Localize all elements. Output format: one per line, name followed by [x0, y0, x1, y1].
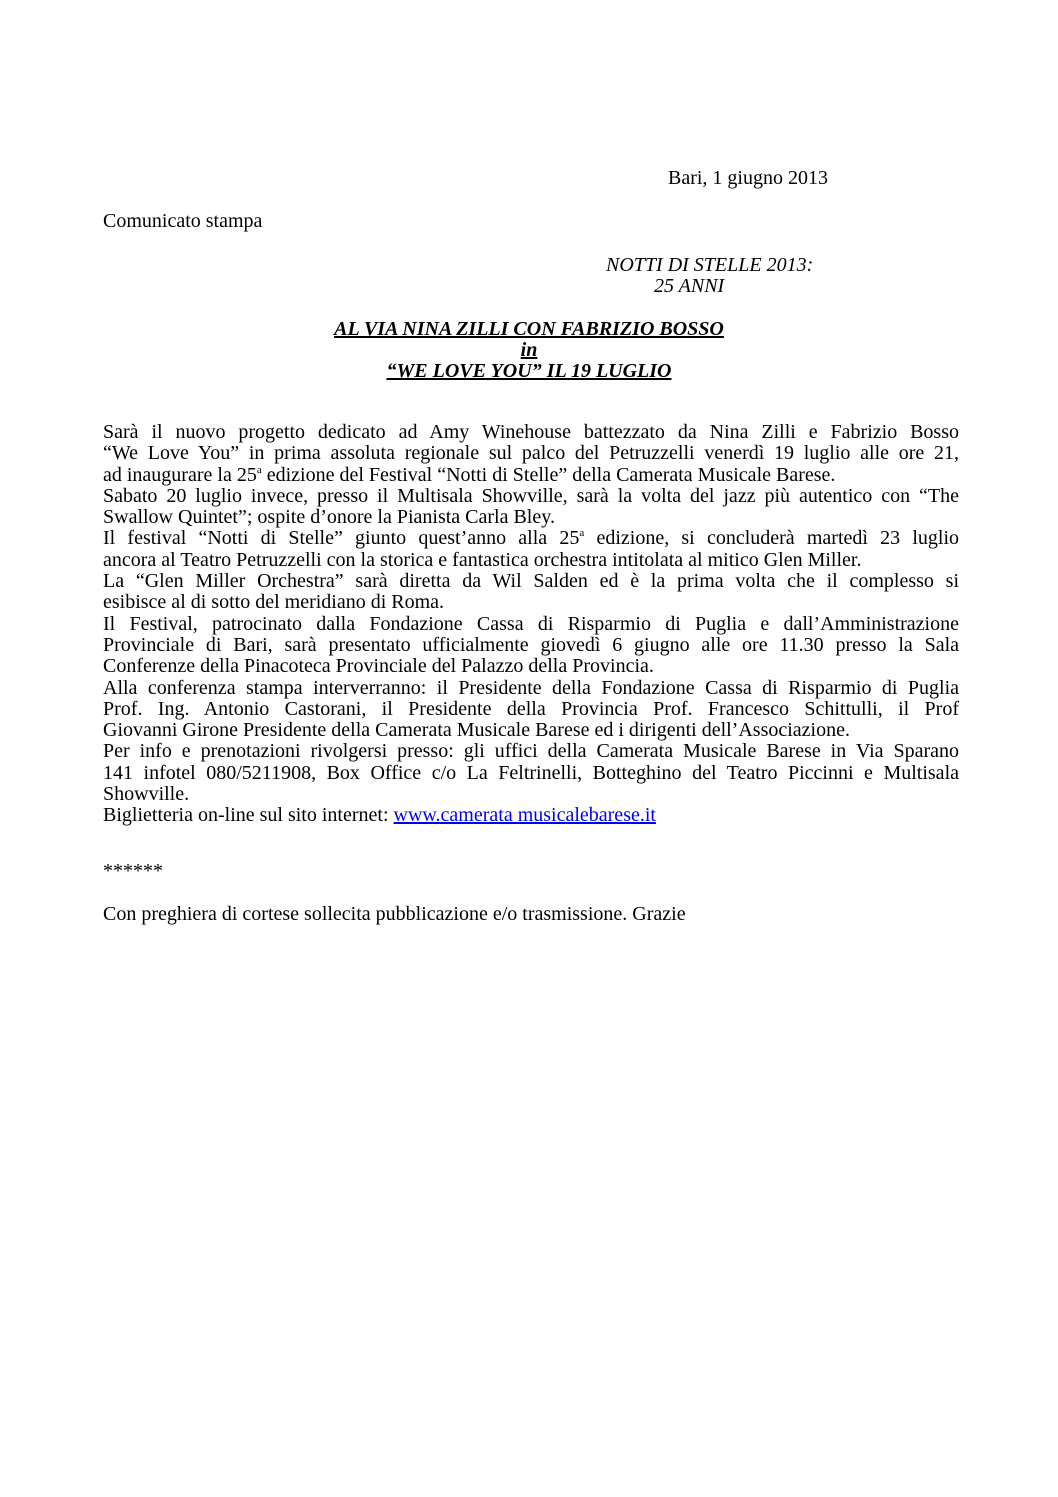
body-line: Biglietteria on-line sul sito internet: www.camerata musicalebarese.it — [103, 804, 656, 827]
document-label: Comunicato stampa — [103, 210, 263, 232]
body-line: Showville. — [103, 783, 190, 806]
supertitle-line-1: NOTTI DI STELLE 2013: — [606, 254, 814, 276]
body-line: “We Love You” in prima assoluta regionale sul palco del Petruzzelli venerdì 19 luglio alle ore 21, — [103, 442, 959, 465]
body-line: Giovanni Girone Presidente della Camerata Musicale Barese ed i dirigenti dell’Associazione. — [103, 719, 850, 742]
body-line: Swallow Quintet”; ospite d’onore la Pianista Carla Bley. — [103, 506, 555, 529]
document-date: Bari, 1 giugno 2013 — [668, 167, 828, 189]
website-link[interactable]: www.camerata musicalebarese.it — [393, 804, 656, 827]
supertitle-line-2: 25 ANNI — [654, 275, 725, 297]
ordinal-superscript: a — [579, 527, 585, 540]
headline-line-3: “WE LOVE YOU” IL 19 LUGLIO — [386, 360, 672, 382]
body-line: ad inaugurare la 25$^a$ edizione del Festival “Notti di Stelle” della Camerata Musicale Barese. — [103, 463, 836, 486]
separator: ****** — [103, 860, 163, 882]
headline-line-1: AL VIA NINA ZILLI CON FABRIZIO BOSSO — [334, 318, 724, 340]
body-line: Alla conferenza stampa interverranno: il Presidente della Fondazione Cassa di Risparmio di Puglia — [103, 676, 959, 699]
body-line: Conferenze della Pinacoteca Provinciale del Palazzo della Provincia. — [103, 655, 654, 678]
body-line: 141 infotel 080/5211908, Box Office c/o La Feltrinelli, Botteghino del Teatro Piccinni e Multisala — [103, 761, 959, 784]
body-line: ancora al Teatro Petruzzelli con la storica e fantastica orchestra intitolata al mitico Glen Miller. — [103, 548, 862, 571]
headline-line-2: in — [520, 339, 538, 361]
body-line: Il festival “Notti di Stelle” giunto quest’anno alla 25$^a$ edizione, si concluderà martedì 23 luglio — [103, 527, 960, 550]
press-release-body — [103, 422, 959, 827]
body-line: Sarà il nuovo progetto dedicato ad Amy Winehouse battezzato da Nina Zilli e Fabrizio Bosso — [103, 421, 959, 443]
body-line: Per info e prenotazioni rivolgersi presso: gli uffici della Camerata Musicale Barese in Via Sparano — [103, 740, 959, 763]
ordinal-superscript: a — [256, 463, 262, 476]
body-line: La “Glen Miller Orchestra” sarà diretta da Wil Salden ed è la prima volta che il complesso si — [103, 570, 959, 593]
body-line: Prof. Ing. Antonio Castorani, il Presidente della Provincia Prof. Francesco Schittulli, il Prof — [103, 697, 959, 720]
body-line: Provinciale di Bari, sarà presentato ufficialmente giovedì 6 giugno alle ore 11.30 presso la Sala — [103, 633, 959, 656]
body-line: Sabato 20 luglio invece, presso il Multisala Showville, sarà la volta del jazz più autentico con “The — [103, 484, 959, 507]
closing-note: Con preghiera di cortese sollecita pubblicazione e/o trasmissione. Grazie — [103, 903, 686, 925]
body-line: esibisce al di sotto del meridiano di Roma. — [103, 591, 445, 614]
body-line: Il Festival, patrocinato dalla Fondazione Cassa di Risparmio di Puglia e dall’Amministrazione — [103, 612, 959, 635]
